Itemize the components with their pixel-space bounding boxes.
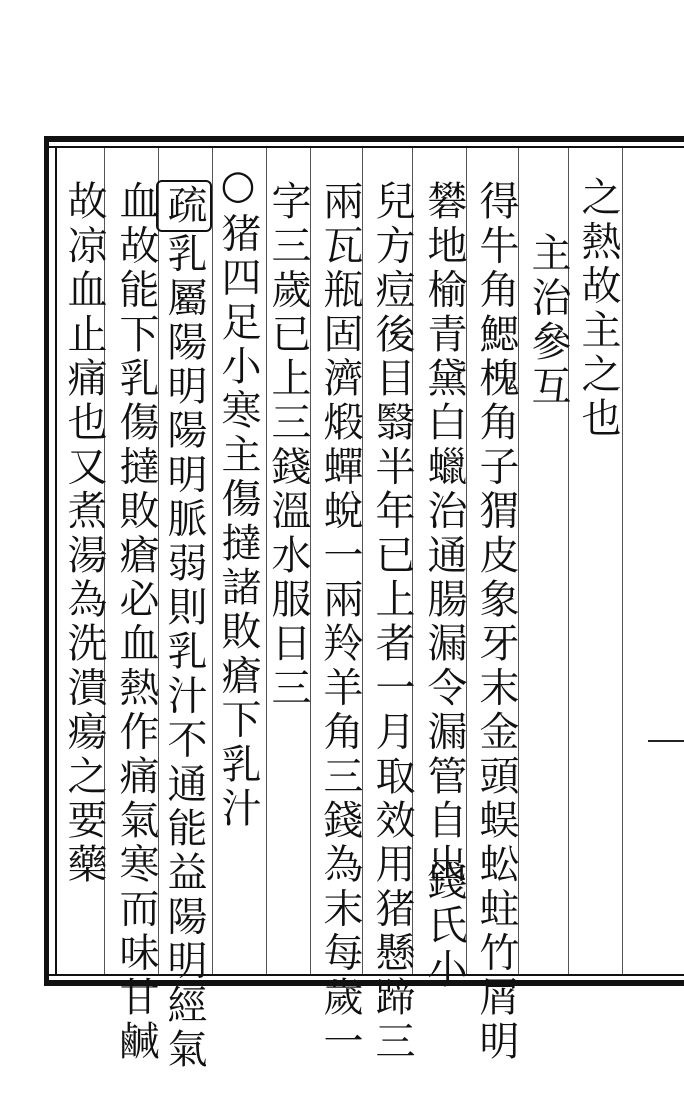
text-column-7: 字三歲已上三錢溫水服日三 [265, 180, 311, 711]
circle-marker: ○ [215, 162, 261, 213]
text-column-9 [160, 180, 212, 1072]
page-edge-mark [648, 740, 684, 742]
text-column-2: 主治參互 [525, 232, 571, 409]
text-column-10: 血故能下乳傷撻敗瘡必血熱作痛氣寒而味甘鹹 [113, 180, 159, 1064]
frame-top-thin [44, 146, 684, 148]
text-column-8-main: 猪四足小寒主傷撻諸敗瘡下乳汁 [215, 212, 261, 832]
text-column-4 [418, 180, 470, 887]
text-column-6: 兩瓦瓶固濟煅蟬蛻一兩羚羊角三錢為末每歲一 [317, 180, 363, 1064]
commentary-marker: 疏 [156, 180, 212, 232]
frame-left-thick [44, 136, 49, 986]
text-column-9-main: 乳屬陽明陽明脈弱則乳汁不通能益陽明經氣 [161, 232, 207, 1073]
frame-top-thick [44, 136, 684, 142]
text-column-8 [212, 162, 264, 831]
text-column-4-main: 礬地榆青黛白蠟治通腸漏令漏管自出 [421, 180, 467, 888]
text-column-3: 得牛角鰓槐角子猬皮象牙末金頭蜈蚣蛀竹屑明 [473, 180, 519, 1064]
text-column-1: 之熱故主之也 [575, 176, 621, 442]
text-column-5: 兒方痘後目翳半年已上者一月取效用猪懸蹄三 [369, 180, 415, 1064]
frame-left-thin [55, 146, 57, 976]
text-column-4-annotation: 錢氏小 [421, 860, 467, 992]
text-column-11: 故凉血止痛也又煮湯為洗潰瘍之要藥 [61, 180, 107, 888]
